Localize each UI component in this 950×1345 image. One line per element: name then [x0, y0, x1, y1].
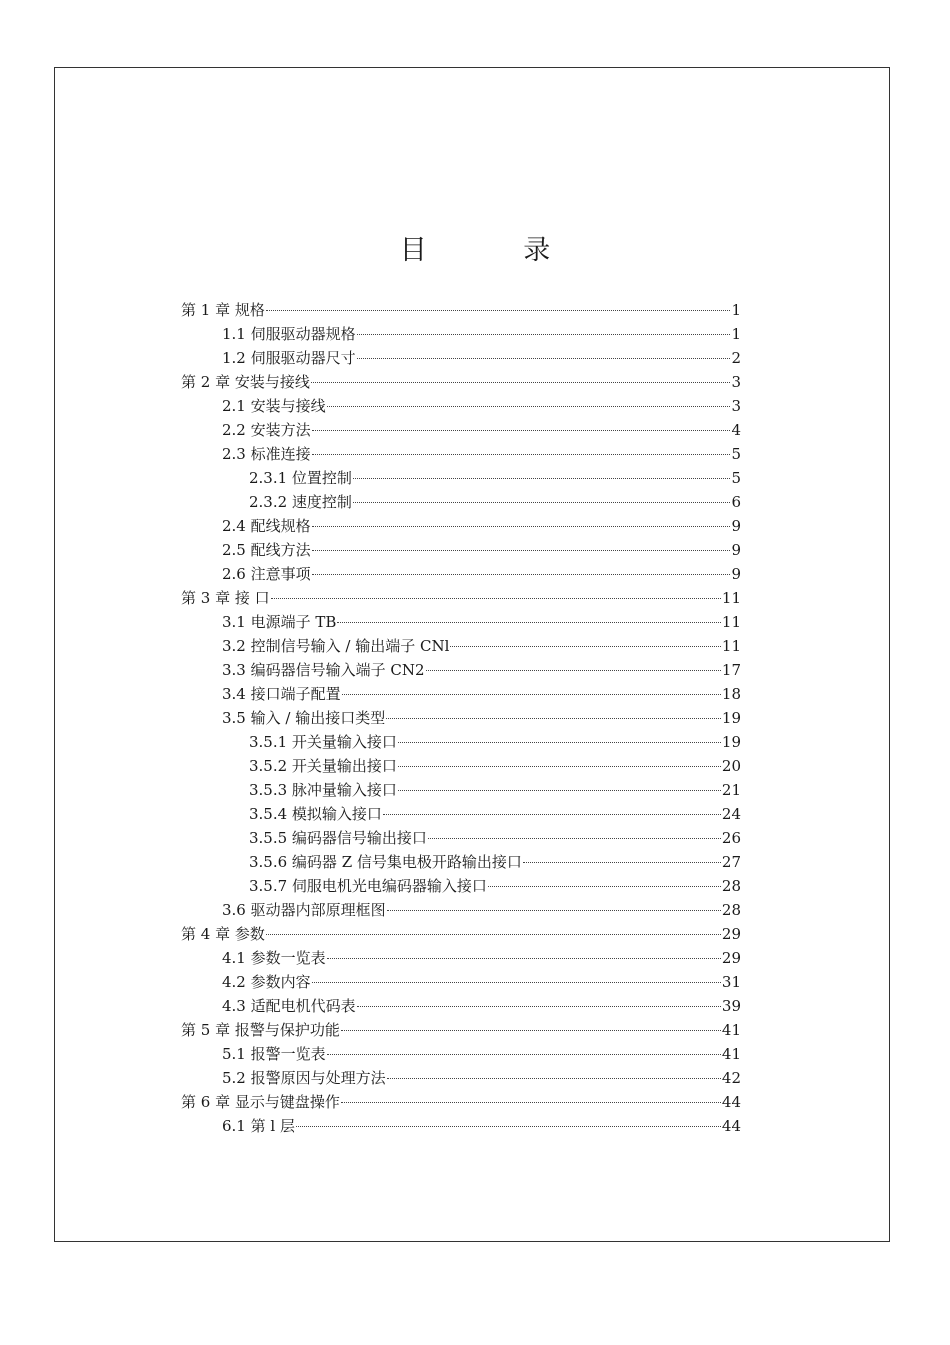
toc-entry-page-number: 3 — [731, 373, 741, 391]
toc-dot-leader — [383, 814, 721, 815]
toc-entry-label: 4.3 适配电机代码表 — [222, 997, 356, 1015]
toc-entry-label: 1.2 伺服驱动器尺寸 — [222, 349, 356, 367]
toc-entry-label: 2.6 注意事项 — [222, 565, 311, 583]
toc-entry-page-number: 9 — [731, 541, 741, 559]
toc-entry[interactable] — [181, 634, 741, 658]
toc-entry[interactable] — [181, 730, 741, 754]
toc-dot-leader — [311, 382, 731, 383]
toc-entry[interactable] — [181, 922, 741, 946]
toc-dot-leader — [312, 430, 731, 431]
toc-entry[interactable] — [181, 802, 741, 826]
toc-dot-leader — [353, 502, 731, 503]
toc-entry-page-number: 27 — [721, 853, 741, 871]
toc-entry[interactable] — [181, 298, 741, 322]
toc-entry-label: 3.4 接口端子配置 — [222, 685, 341, 703]
toc-dot-leader — [398, 742, 721, 743]
toc-entry-page-number: 28 — [721, 901, 741, 919]
toc-entry-page-number: 9 — [731, 517, 741, 535]
toc-entry-label: 1.1 伺服驱动器规格 — [222, 325, 356, 343]
toc-dot-leader — [386, 718, 721, 719]
toc-entry-label: 5.1 报警一览表 — [222, 1045, 326, 1063]
toc-entry[interactable] — [181, 1114, 741, 1138]
toc-entry[interactable] — [181, 538, 741, 562]
toc-entry-label: 2.5 配线方法 — [222, 541, 311, 559]
toc-entry-label: 2.3.2 速度控制 — [249, 493, 352, 511]
toc-dot-leader — [312, 982, 721, 983]
toc-dot-leader — [266, 934, 721, 935]
toc-entry-label: 5.2 报警原因与处理方法 — [222, 1069, 386, 1087]
toc-dot-leader — [341, 1030, 721, 1031]
toc-entry-page-number: 41 — [721, 1021, 741, 1039]
toc-dot-leader — [523, 862, 721, 863]
toc-entry-label: 第 6 章 显示与键盘操作 — [181, 1093, 340, 1111]
toc-entry[interactable] — [181, 994, 741, 1018]
toc-dot-leader — [357, 334, 731, 335]
toc-dot-leader — [488, 886, 721, 887]
toc-entry[interactable] — [181, 442, 741, 466]
toc-entry-page-number: 24 — [721, 805, 741, 823]
toc-dot-leader — [271, 598, 721, 599]
toc-entry[interactable] — [181, 418, 741, 442]
toc-dot-leader — [342, 694, 721, 695]
toc-entry-label: 第 2 章 安装与接线 — [181, 373, 310, 391]
toc-dot-leader — [312, 574, 731, 575]
toc-dot-leader — [398, 766, 721, 767]
toc-entry-page-number: 11 — [721, 637, 741, 655]
toc-entry[interactable] — [181, 706, 741, 730]
toc-entry-label: 3.2 控制信号输入 / 输出端子 CNl — [222, 637, 450, 655]
toc-entry-page-number: 44 — [721, 1117, 741, 1135]
toc-dot-leader — [337, 622, 720, 623]
toc-entry[interactable] — [181, 826, 741, 850]
toc-entry-label: 2.2 安装方法 — [222, 421, 311, 439]
toc-entry-page-number: 21 — [721, 781, 741, 799]
toc-entry-page-number: 2 — [731, 349, 741, 367]
toc-entry-label: 4.2 参数内容 — [222, 973, 311, 991]
toc-dot-leader — [353, 478, 731, 479]
toc-entry[interactable] — [181, 370, 741, 394]
toc-entry-label: 3.5.7 伺服电机光电编码器输入接口 — [249, 877, 487, 895]
toc-entry-label: 2.1 安装与接线 — [222, 397, 326, 415]
toc-entry-page-number: 19 — [721, 709, 741, 727]
toc-entry-label: 3.5.4 模拟输入接口 — [249, 805, 382, 823]
toc-entry[interactable] — [181, 1042, 741, 1066]
toc-entry-label: 3.6 驱动器内部原理框图 — [222, 901, 386, 919]
toc-entry[interactable] — [181, 466, 741, 490]
toc-entry-label: 6.1 第 l 层 — [222, 1117, 295, 1135]
toc-entry-page-number: 5 — [731, 469, 741, 487]
toc-dot-leader — [312, 454, 731, 455]
toc-entry-label: 3.5.6 编码器 Z 信号集电极开路输出接口 — [249, 853, 522, 871]
toc-entry-page-number: 6 — [731, 493, 741, 511]
toc-entry-page-number: 11 — [721, 613, 741, 631]
toc-entry-label: 4.1 参数一览表 — [222, 949, 326, 967]
toc-entry[interactable] — [181, 490, 741, 514]
toc-entry-label: 第 5 章 报警与保护功能 — [181, 1021, 340, 1039]
toc-entry-page-number: 26 — [721, 829, 741, 847]
toc-entry-label: 3.3 编码器信号输入端子 CN2 — [222, 661, 425, 679]
toc-entry[interactable] — [181, 514, 741, 538]
toc-dot-leader — [398, 790, 721, 791]
toc-dot-leader — [450, 646, 721, 647]
toc-entry-label: 3.1 电源端子 TB — [222, 613, 337, 631]
toc-entry[interactable] — [181, 778, 741, 802]
toc-dot-leader — [327, 1054, 721, 1055]
toc-entry-page-number: 39 — [721, 997, 741, 1015]
toc-entry[interactable] — [181, 610, 741, 634]
toc-entry-label: 2.3 标准连接 — [222, 445, 311, 463]
toc-entry[interactable] — [181, 322, 741, 346]
toc-entry-page-number: 28 — [721, 877, 741, 895]
toc-entry-page-number: 29 — [721, 949, 741, 967]
toc-dot-leader — [312, 526, 731, 527]
toc-entry-label: 3.5.2 开关量输出接口 — [249, 757, 397, 775]
toc-entry-page-number: 18 — [721, 685, 741, 703]
toc-entry-page-number: 29 — [721, 925, 741, 943]
toc-entry-page-number: 44 — [721, 1093, 741, 1111]
toc-entry-label: 2.4 配线规格 — [222, 517, 311, 535]
toc-entry-page-number: 19 — [721, 733, 741, 751]
toc-dot-leader — [312, 550, 731, 551]
toc-dot-leader — [387, 1078, 721, 1079]
toc-dot-leader — [266, 310, 731, 311]
toc-dot-leader — [357, 358, 731, 359]
toc-entry[interactable] — [181, 970, 741, 994]
toc-entry-label: 第 1 章 规格 — [181, 301, 265, 319]
toc-entry-page-number: 5 — [731, 445, 741, 463]
toc-dot-leader — [357, 1006, 721, 1007]
toc-entry-label: 3.5 输入 / 输出接口类型 — [222, 709, 386, 727]
toc-dot-leader — [428, 838, 721, 839]
toc-entry-page-number: 3 — [731, 397, 741, 415]
toc-entry[interactable] — [181, 850, 741, 874]
toc-dot-leader — [341, 1102, 721, 1103]
toc-entry[interactable] — [181, 658, 741, 682]
toc-entry-page-number: 1 — [731, 325, 741, 343]
toc-entry[interactable] — [181, 874, 741, 898]
toc-dot-leader — [327, 958, 721, 959]
toc-entry-page-number: 1 — [731, 301, 741, 319]
toc-title: 目 录 — [399, 235, 595, 266]
toc-dot-leader — [426, 670, 721, 671]
toc-entry-label: 2.3.1 位置控制 — [249, 469, 352, 487]
toc-entry-label: 3.5.3 脉冲量输入接口 — [249, 781, 397, 799]
toc-entry[interactable] — [181, 394, 741, 418]
toc-dot-leader — [327, 406, 731, 407]
toc-entry-page-number: 42 — [721, 1069, 741, 1087]
toc-entry-page-number: 4 — [731, 421, 741, 439]
table-of-contents — [181, 298, 741, 1138]
toc-entry-page-number: 31 — [721, 973, 741, 991]
toc-entry[interactable] — [181, 1066, 741, 1090]
toc-entry-page-number: 9 — [731, 565, 741, 583]
toc-entry-page-number: 17 — [721, 661, 741, 679]
toc-entry[interactable] — [181, 754, 741, 778]
toc-entry[interactable] — [181, 1090, 741, 1114]
toc-dot-leader — [387, 910, 721, 911]
toc-entry-label: 3.5.5 编码器信号输出接口 — [249, 829, 427, 847]
toc-entry[interactable] — [181, 346, 741, 370]
toc-entry-label: 3.5.1 开关量输入接口 — [249, 733, 397, 751]
toc-entry-page-number: 11 — [721, 589, 741, 607]
toc-entry-page-number: 20 — [721, 757, 741, 775]
toc-entry[interactable] — [181, 898, 741, 922]
toc-entry[interactable] — [181, 946, 741, 970]
toc-entry[interactable] — [181, 1018, 741, 1042]
toc-entry-page-number: 41 — [721, 1045, 741, 1063]
toc-entry-label: 第 4 章 参数 — [181, 925, 265, 943]
toc-entry[interactable] — [181, 682, 741, 706]
toc-entry[interactable] — [181, 586, 741, 610]
toc-entry-label: 第 3 章 接 口 — [181, 589, 270, 607]
toc-dot-leader — [296, 1126, 721, 1127]
toc-entry[interactable] — [181, 562, 741, 586]
